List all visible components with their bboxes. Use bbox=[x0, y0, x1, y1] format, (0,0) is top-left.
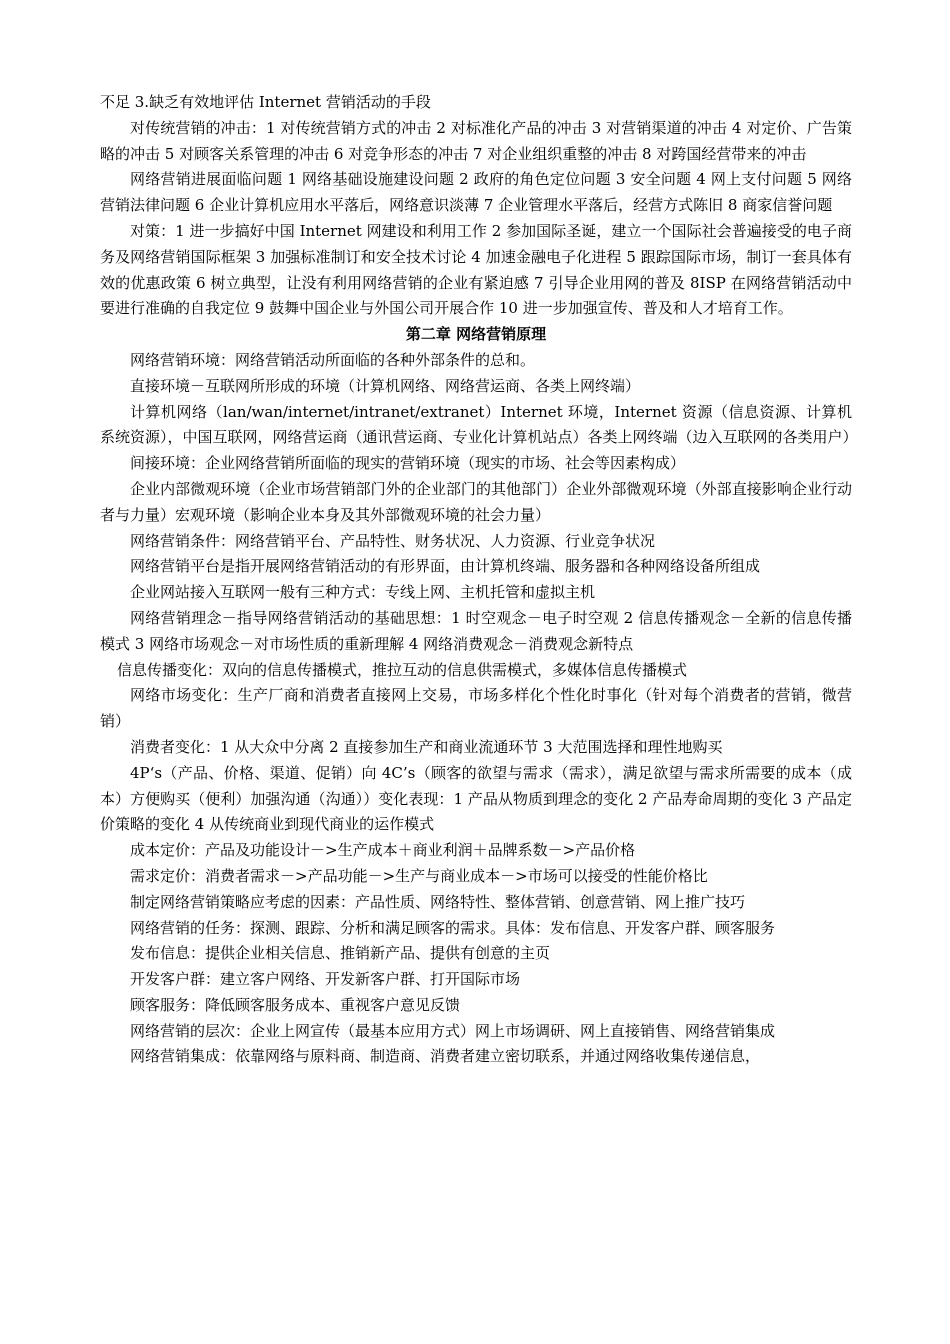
paragraph-indirect-environment: 间接环境：企业网络营销所面临的现实的营销环境（现实的市场、社会等因素构成） bbox=[130, 454, 686, 473]
paragraph-publish-info: 发布信息：提供企业相关信息、推销新产品、提供有创意的主页 bbox=[130, 944, 551, 963]
paragraph-platform: 网络营销平台是指开展网络营销活动的有形界面，由计算机终端、服务器和各种网络设备所组成 bbox=[130, 557, 761, 576]
chapter-heading: 第二章 网络营销原理 bbox=[405, 325, 547, 344]
paragraph-problems: 网络营销进展面临问题 1 网络基础设施建设问题 2 政府的角色定位问题 3 安全问题 4 网上支付问题 5 网络营销法律问题 6 企业计算机应用水平落后，网络意识淡薄 7 企业管理水平落后，经营方式陈旧 8 商家信誉问题 bbox=[100, 170, 852, 215]
paragraph-micro-environment: 企业内部微观环境（企业市场营销部门外的企业部门的其他部门）企业外部微观环境（外部直接影响企业行动者与力量）宏观环境（影响企业本身及其外部微观环境的社会力量） bbox=[100, 479, 852, 524]
paragraph-environment: 网络营销环境：网络营销活动所面临的各种外部条件的总和。 bbox=[130, 350, 536, 369]
paragraph-continuation: 不足 3.缺乏有效地评估 Internet 营销活动的手段 bbox=[100, 93, 431, 111]
paragraph-countermeasures: 对策：1 进一步搞好中国 Internet 网建设和利用工作 2 参加国际圣诞，建立一个国际社会普遍接受的电子商务及网络营销国际框架 3 加强标准制订和安全技术讨论 4 加速金融电子化进程 5 跟踪国际市场，制订一套具体有效的优惠政策 6 树立典型，让没有利用网络营销的企业有紧迫感 7 引导企业用网的普及 8ISP 在网络营销活动中要进行准确的自我定位 9 鼓舞中国企业与外国公司开展合作 10 进一步加强宣传、普及和人才培育工作。 bbox=[100, 221, 852, 318]
paragraph-develop-customers: 开发客户群：建立客户网络、开发新客户群、打开国际市场 bbox=[130, 970, 521, 989]
paragraph-levels: 网络营销的层次：企业上网宣传（最基本应用方式）网上市场调研、网上直接销售、网络营销集成 bbox=[130, 1021, 776, 1040]
paragraph-consumer-change: 消费者变化：1 从大众中分离 2 直接参加生产和商业流通环节 3 大范围选择和理性地购买 bbox=[130, 737, 723, 756]
paragraph-info-change: 信息传播变化：双向的信息传播模式，推拉互动的信息供需模式，多媒体信息传播模式 bbox=[117, 660, 688, 679]
paragraph-strategy-factors: 制定网络营销策略应考虑的因素：产品性质、网络特性、整体营销、创意营销、网上推广技巧 bbox=[130, 892, 746, 911]
paragraph-direct-environment: 直接环境－互联网所形成的环境（计算机网络、网络营运商、各类上网终端） bbox=[130, 376, 641, 395]
paragraph-demand-pricing: 需求定价：消费者需求－>产品功能－>生产与商业成本－>市场可以接受的性能价格比 bbox=[130, 866, 708, 885]
document-page bbox=[100, 90, 858, 1070]
paragraph-website-access: 企业网站接入互联网一般有三种方式：专线上网、主机托管和虚拟主机 bbox=[130, 583, 596, 602]
paragraph-conditions: 网络营销条件：网络营销平台、产品特性、财务状况、人力资源、行业竞争状况 bbox=[130, 531, 656, 550]
paragraph-cost-pricing: 成本定价：产品及功能设计－>生产成本＋商业利润＋品牌系数－>产品价格 bbox=[130, 841, 636, 860]
paragraph-computer-network: 计算机网络（lan/wan/internet/intranet/extranet）Internet 环境，Internet 资源（信息资源、计算机系统资源），中国互联网，网络营运商（通讯营运商、专业化计算机站点）各类上网终端（边入互联网的各类用户） bbox=[100, 402, 858, 447]
paragraph-market-change: 网络市场变化：生产厂商和消费者直接网上交易，市场多样化个性化时事化（针对每个消费者的营销，微营销） bbox=[100, 686, 852, 731]
paragraph-tasks: 网络营销的任务：探测、跟踪、分析和满足顾客的需求。具体：发布信息、开发客户群、顾客服务 bbox=[130, 918, 776, 937]
paragraph-customer-service: 顾客服务：降低顾客服务成本、重视客户意见反馈 bbox=[130, 995, 461, 1014]
paragraph-4p-4c: 4P‘s（产品、价格、渠道、促销）向 4C’s（顾客的欲望与需求（需求），满足欲望与需求所需要的成本（成本）方便购买（便利）加强沟通（沟通））变化表现：1 产品从物质到理念的变化 2 产品寿命周期的变化 3 产品定价策略的变化 4 从传统商业到现代商业的运作模式 bbox=[100, 763, 852, 834]
paragraph-concepts: 网络营销理念－指导网络营销活动的基础思想：1 时空观念－电子时空观 2 信息传播观念－全新的信息传播模式 3 网络市场观念－对市场性质的重新理解 4 网络消费观念－消费观念新特点 bbox=[100, 608, 852, 653]
paragraph-traditional-impact: 对传统营销的冲击：1 对传统营销方式的冲击 2 对标准化产品的冲击 3 对营销渠道的冲击 4 对定价、广告策略的冲击 5 对顾客关系管理的冲击 6 对竞争形态的冲击 7 对企业组织重整的冲击 8 对跨国经营带来的冲击 bbox=[100, 118, 852, 163]
paragraph-integration: 网络营销集成：依靠网络与原料商、制造商、消费者建立密切联系，并通过网络收集传递信息， bbox=[130, 1047, 761, 1066]
